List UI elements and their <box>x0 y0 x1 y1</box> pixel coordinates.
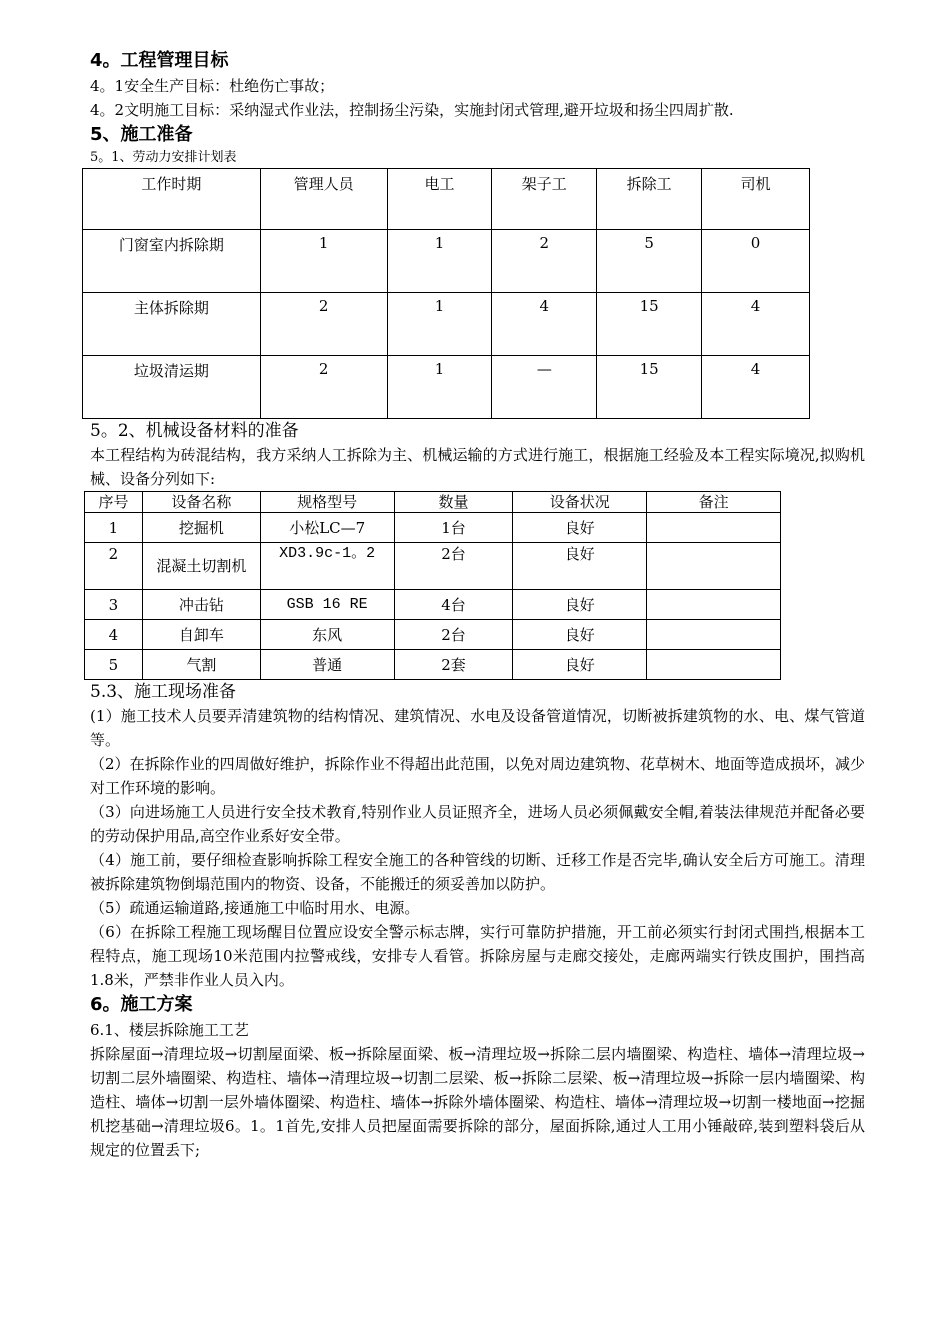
table-cell <box>647 590 781 620</box>
table-cell: 5 <box>85 650 143 680</box>
list-item: （3）向进场施工人员进行安全技术教育,特别作业人员证照齐全，进场人员必须佩戴安全帽,着装法律规范并配备必要的劳动保护用品,高空作业系好安全带。 <box>90 803 865 845</box>
table-row <box>83 293 810 356</box>
table-cell: XD3.9c-1。2 <box>260 543 394 590</box>
table-cell: 1台 <box>394 513 513 543</box>
table-cell: 主体拆除期 <box>83 293 261 356</box>
table-cell: 1 <box>387 293 492 356</box>
table-cell: 良好 <box>513 620 647 650</box>
section-6-1-text: 拆除屋面→清理垃圾→切割屋面梁、板→拆除屋面梁、板→清理垃圾→拆除二层内墙圈梁、构造柱、墙体→清理垃圾→切割二层外墙圈梁、构造柱、墙体→清理垃圾→切割二层梁、板→拆除二层梁、板→清理垃圾→拆除一层内墙圈梁、构造柱、墙体→切割一层外墙体圈梁、构造柱、墙体→拆除外墙体圈梁、构造柱、墙体→清理垃圾→切割一楼地面→挖掘机挖基础→清理垃圾6。1。1首先,安排人员把屋面需要拆除的部分，屋面拆除,通过人工用小锤敲碎,装到塑料袋后从规定的位置丢下; <box>90 1045 865 1159</box>
table-cell: 4 <box>85 620 143 650</box>
section-4-1: 4。1安全生产目标：杜绝伤亡事故； <box>90 77 335 95</box>
header-cell: 备注 <box>647 492 781 513</box>
table-cell: 2台 <box>394 620 513 650</box>
header-cell: 序号 <box>85 492 143 513</box>
list-item: (1）施工技术人员要弄清建筑物的结构情况、建筑情况、水电及设备管道情况，切断被拆建筑物的水、电、煤气管道等。 <box>90 707 865 749</box>
table-cell: 良好 <box>513 590 647 620</box>
table-cell: 4 <box>702 293 810 356</box>
section-5-title: 5、施工准备 <box>90 124 193 145</box>
header-cell: 设备状况 <box>513 492 647 513</box>
section-6-1-title: 6.1、楼层拆除施工工艺 <box>90 1021 249 1039</box>
table-cell: 5 <box>597 230 702 293</box>
header-cell: 数量 <box>394 492 513 513</box>
table-cell: 混凝土切割机 <box>142 543 260 590</box>
section-5-2-title: 5。2、机械设备材料的准备 <box>90 421 299 441</box>
header-cell: 电工 <box>387 169 492 230</box>
table-row <box>85 590 781 620</box>
table-row <box>85 650 781 680</box>
header-cell: 司机 <box>702 169 810 230</box>
table-cell: 0 <box>702 230 810 293</box>
table-cell: 垃圾清运期 <box>83 356 261 419</box>
table-cell: 2 <box>85 543 143 590</box>
table-cell: 普通 <box>260 650 394 680</box>
table-cell: 门窗室内拆除期 <box>83 230 261 293</box>
table-cell <box>647 650 781 680</box>
table-cell: 2 <box>260 293 387 356</box>
table-cell: GSB 16 RE <box>260 590 394 620</box>
table-cell: 良好 <box>513 650 647 680</box>
table-row <box>85 543 781 590</box>
table-cell: 挖掘机 <box>142 513 260 543</box>
table-cell: — <box>492 356 597 419</box>
equipment-table <box>84 491 781 680</box>
table-cell: 3 <box>85 590 143 620</box>
table-cell: 2 <box>260 356 387 419</box>
header-cell: 架子工 <box>492 169 597 230</box>
table-row <box>85 513 781 543</box>
table-cell: 1 <box>387 230 492 293</box>
table-row <box>83 356 810 419</box>
table-cell: 小松LC—7 <box>260 513 394 543</box>
table-cell: 气割 <box>142 650 260 680</box>
header-cell: 规格型号 <box>260 492 394 513</box>
table-cell: 15 <box>597 356 702 419</box>
table-cell: 4台 <box>394 590 513 620</box>
list-item: （5）疏通运输道路,接通施工中临时用水、电源。 <box>90 899 420 917</box>
list-item: （2）在拆除作业的四周做好维护，拆除作业不得超出此范围，以免对周边建筑物、花草树木、地面等造成损坏，减少对工作环境的影响。 <box>90 755 865 797</box>
table-cell: 良好 <box>513 543 647 590</box>
list-item: （4）施工前，要仔细检查影响拆除工程安全施工的各种管线的切断、迁移工作是否完毕,确认安全后方可施工。清理被拆除建筑物倒塌范围内的物资、设备，不能搬迁的须妥善加以防护。 <box>90 851 865 893</box>
table-cell: 2套 <box>394 650 513 680</box>
table-cell <box>647 620 781 650</box>
table-cell <box>647 513 781 543</box>
table-cell: 2台 <box>394 543 513 590</box>
header-cell: 工作时期 <box>83 169 261 230</box>
table-cell: 1 <box>387 356 492 419</box>
table-row <box>85 620 781 650</box>
section-4-2: 4。2文明施工目标：采纳湿式作业法，控制扬尘污染，实施封闭式管理,避开垃圾和扬尘四周扩散. <box>90 101 734 119</box>
section-5-1-title: 5。1、劳动力安排计划表 <box>90 150 237 165</box>
table-cell: 1 <box>85 513 143 543</box>
header-cell: 拆除工 <box>597 169 702 230</box>
header-cell: 设备名称 <box>142 492 260 513</box>
table-cell: 2 <box>492 230 597 293</box>
section-4-title: 4。工程管理目标 <box>90 50 229 71</box>
table-header-row <box>85 492 781 513</box>
table-cell: 4 <box>702 356 810 419</box>
document-page <box>90 48 865 1162</box>
table-cell: 1 <box>260 230 387 293</box>
list-item: （6）在拆除工程施工现场醒目位置应设安全警示标志牌，实行可靠防护措施，开工前必须实行封闭式围挡,根据本工程特点，施工现场10米范围内拉警戒线，安排专人看管。拆除房屋与走廊交接处，走廊两端实行铁皮围护，围挡高1.8米，严禁非作业人员入内。 <box>90 923 865 989</box>
section-5-3-title: 5.3、施工现场准备 <box>90 682 237 702</box>
table-cell: 良好 <box>513 513 647 543</box>
table-header-row <box>83 169 810 230</box>
table-cell: 自卸车 <box>142 620 260 650</box>
header-cell: 管理人员 <box>260 169 387 230</box>
table-cell: 15 <box>597 293 702 356</box>
section-6-title: 6。施工方案 <box>90 994 193 1015</box>
table-cell: 东风 <box>260 620 394 650</box>
table-cell <box>647 543 781 590</box>
table-cell: 4 <box>492 293 597 356</box>
labor-plan-table <box>82 168 810 419</box>
table-cell: 冲击钻 <box>142 590 260 620</box>
table-row <box>83 230 810 293</box>
section-5-2-text: 本工程结构为砖混结构，我方采纳人工拆除为主、机械运输的方式进行施工，根据施工经验及本工程实际境况,拟购机械、设备分列如下: <box>90 446 865 488</box>
